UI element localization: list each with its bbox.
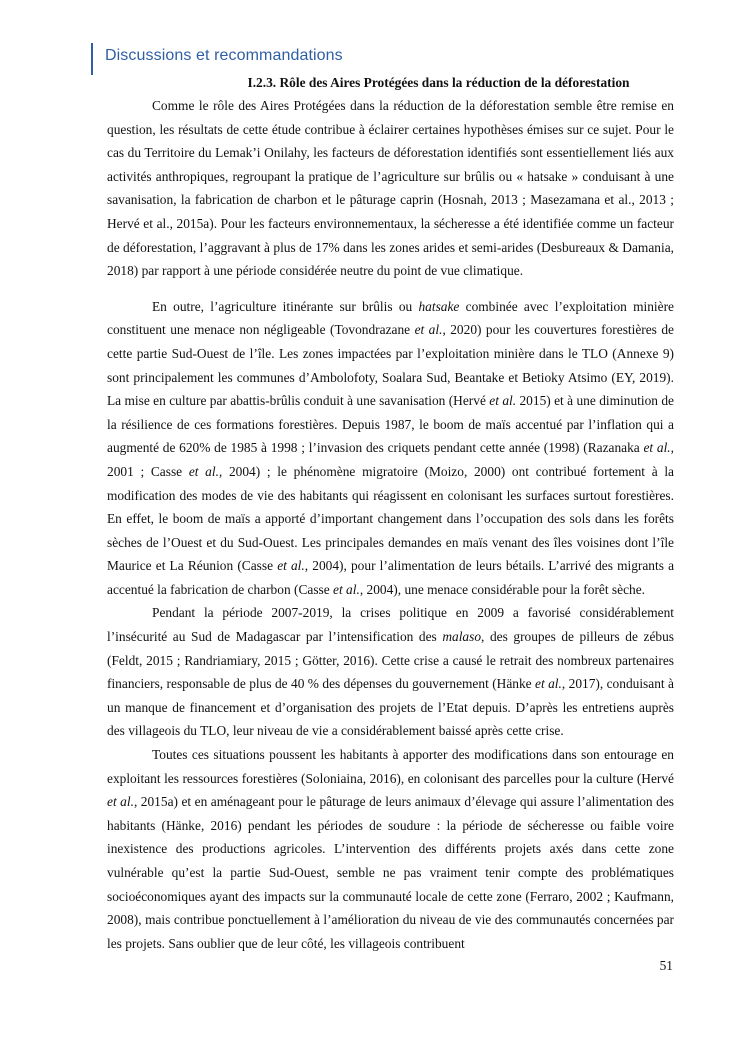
paragraph-2 (107, 295, 674, 602)
text-run: , 2001 ; Casse (107, 440, 674, 479)
italic-run: et al. (277, 558, 305, 574)
text-run: , 2017), conduisant à un manque de financement et d’organisation des projets de l’Etat depuis. D’après les entretiens auprès des villageois du TLO, leur niveau de vie a considérablement baissé après cette crise. (107, 676, 674, 739)
text-run: , 2020) pour les couvertures forestières de cette partie Sud-Ouest de l’île. Les zones impactées par l’exploitation minière dans le TLO (Annexe 9) sont principalement les communes d’Ambolofoty, Soalara Sud, Beantake et Betioky Atsimo (EY, 2019). La mise en culture par abattis-brûlis conduit à une savanisation (Hervé (107, 322, 674, 409)
italic-run: et al. (414, 322, 443, 338)
italic-run: et al. (643, 440, 671, 456)
italic-run: et al. (489, 393, 517, 409)
text-run: , 2015a) et en aménageant pour le pâturage de leurs animaux d’élevage qui assure l’alimentation des habitants (Hänke, 2016) pendant les périodes de soudure : la période de sécheresse ou faible voire inexistence des productions agricoles. L’intervention des différents projets axés dans cette zone vulnérable qu’est la partie Sud-Ouest, semble ne pas vraiment tenir compte des problématiques socioéconomiques ayant des impacts sur la communauté locale de cette zone (Ferraro, 2002 ; Kaufmann, 2008), mais contribue ponctuellement à l’amélioration du niveau de vie des communautés concernées par les projets. Sans oublier que de leur côté, les villageois contribuent (107, 794, 674, 951)
italic-run: et al. (333, 581, 360, 597)
text-run: Pendant la période 2007-2019, la crises politique en 2009 a favorisé considérablement l’insécurité au Sud de Madagascar par l’intensification des (107, 605, 674, 645)
italic-run: et al., (188, 463, 223, 479)
text-run: Toutes ces situations poussent les habitants à apporter des modifications dans son entourage en exploitant les ressources forestières (Soloniaina, 2016), en colonisant des parcelles pour la culture (Hervé (107, 747, 674, 786)
page-number: 51 (659, 958, 673, 973)
running-header-title: Discussions et recommandations (105, 47, 343, 64)
body-text (107, 94, 674, 955)
text-run: combinée avec l’exploitation minière constituent une menace non négligeable (Tovondrazane (107, 298, 674, 338)
text-run: , 2004), une menace considérable pour la forêt sèche. (359, 581, 646, 597)
italic-run: et al. (107, 794, 134, 810)
text-run: Comme le rôle des Aires Protégées dans la réduction de la déforestation semble être remise en question, les résultats de cette étude contribue à éclairer certaines hypothèses émises sur ce sujet. Pour le cas du Territoire du Lemak’i Onilahy, les facteurs de déforestation identifiés sont essentiellement liés aux activités anthropiques, regroupant la pratique de l’agriculture sur brûlis ou « hatsake » conduisant à une savanisation, la fabrication de charbon et le pâturage caprin (Hosnah, 2013 ; Masezamana et al., 2013 ; Hervé et al., 2015a). Pour les facteurs environnementaux, la sécheresse a été identifiée comme un facteur de déforestation, l’aggravant à plus de 17% dans les zones arides et semi-arides (Desbureaux & Damania, 2018) par rapport à une période considérée neutre du point de vue climatique. (107, 98, 674, 279)
section-heading: I.2.3. Rôle des Aires Protégées dans la réduction de la déforestation (247, 75, 630, 90)
text-run: , des groupes de pilleurs de zébus (Feldt, 2015 ; Randriamiary, 2015 ; Götter, 2016). Cette crise a causé le retrait des nombreux partenaires financiers, responsable de plus de 40 % des dépenses du gouvernement (Hänke (107, 629, 674, 692)
paragraph-1 (107, 94, 674, 283)
italic-run: malaso (442, 629, 482, 645)
header-accent-bar (91, 43, 93, 75)
paragraph-3 (107, 601, 674, 743)
italic-run: et al. (535, 676, 562, 692)
text-run: 2015) et à une diminution de la résilience de ces formations forestières. Depuis 1987, le boom de maïs accentué par l’inflation qui a augmenté de 620% de 1985 à 1998 ; l’invasion des criquets pendant cette année (1998) (Razanaka (107, 393, 674, 456)
text-run: , 2004), pour l’alimentation de leurs bétails. L’arrivé des migrants a accentué la fabrication de charbon (Casse (107, 558, 675, 597)
text-run: 2004) ; le phénomène migratoire (Moizo, 2000) ont contribué fortement à la modification des modes de vie des habitants qui réagissent en colonisant les surfaces surtout forestières. En effet, le boom de maïs a apporté d’important changement dans l’occupation des sols dans les forêts sèches de l’Ouest et du Sud-Ouest. Les principales demandes en maïs venant des îles voisines dont l’île Maurice et La Réunion (Casse (107, 463, 674, 574)
paragraph-4 (107, 743, 674, 955)
text-run: En outre, l’agriculture itinérante sur brûlis ou (152, 298, 419, 314)
italic-run: hatsake (418, 298, 460, 314)
